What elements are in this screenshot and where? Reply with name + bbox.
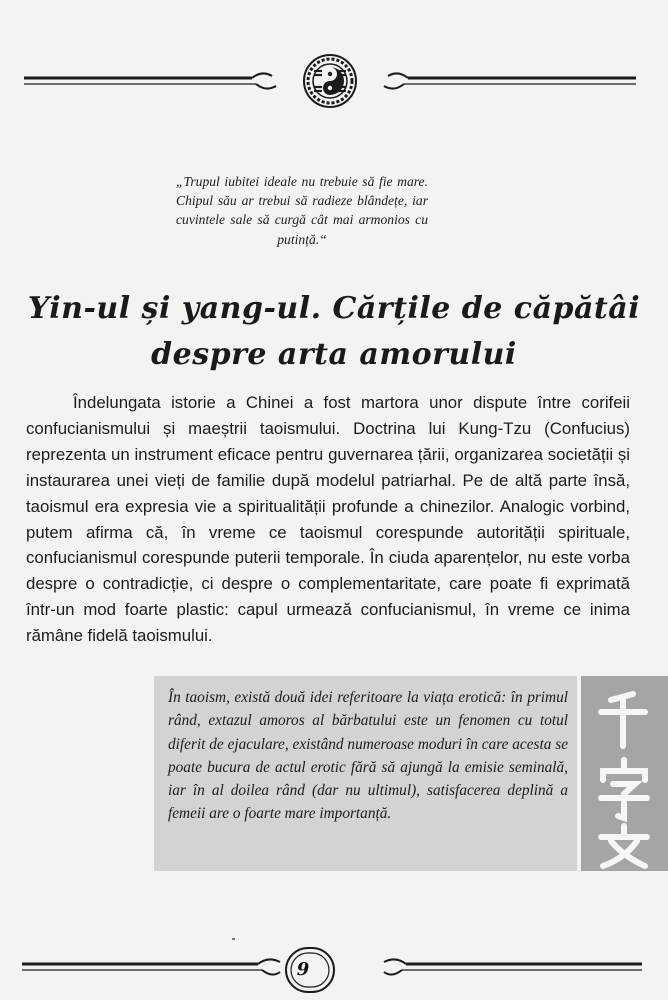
print-speck <box>232 938 235 940</box>
chapter-title <box>0 286 668 378</box>
chapter-title-line-2: despre arta amorului <box>151 337 517 372</box>
chinese-characters-icon <box>581 676 668 871</box>
yin-yang-medallion-icon <box>304 55 356 107</box>
chapter-title-line-1: Yin-ul și yang-ul. Cărțile de căpătâi <box>27 291 641 326</box>
body-paragraph: Îndelungata istorie a Chinei a fost martora unor dispute între corifeii confucianismului și maeștrii taoismului. Doctrina lui Kung-Tzu (Confucius) reprezenta un instrument eficace pentru guvernarea țării, organizarea societății și instaurarea unei vieți de familie după modelul patriarhal. Pe de altă parte însă, taoismul era expresia vie a spiritualității profunde a chinezilor. Analogic vorbind, putem afirma că, în vreme ce taoismul corespunde autorității spirituale, confucianismul corespunde puterii temporale. În ciuda aparențelor, nu este vorba despre o contradicție, ci despre o complementaritate, care poate fi exprimată într-un mod foarte plastic: capul urmează confucianismul, în vreme ce inima rămâne fidelă taoismului. <box>26 393 630 646</box>
page-number: 9 <box>296 959 310 980</box>
epigraph-quote: „Trupul iubitei ideale nu trebuie să fie mare. Chipul său ar trebui să radieze blândețe, iar cuvintele sale să curgă cât mai armonios cu putință.“ <box>176 174 428 247</box>
footer-ornament <box>22 944 642 1000</box>
header-ornament <box>22 52 638 108</box>
sidebar-box-text: În taoism, există două idei referitoare la viața erotică: în primul rând, extazul amoros al bărbatului este un fenomen cu totul diferit de ejaculare, existând numeroase moduri în care acesta se poate bucura de actul erotic fără să ajungă la emisie seminală, iar în al doilea rând (dar nu ultimul), satisfacerea deplină a femeii are o foarte mare importanță. <box>168 689 568 823</box>
chinese-glyph-panel <box>581 676 668 871</box>
